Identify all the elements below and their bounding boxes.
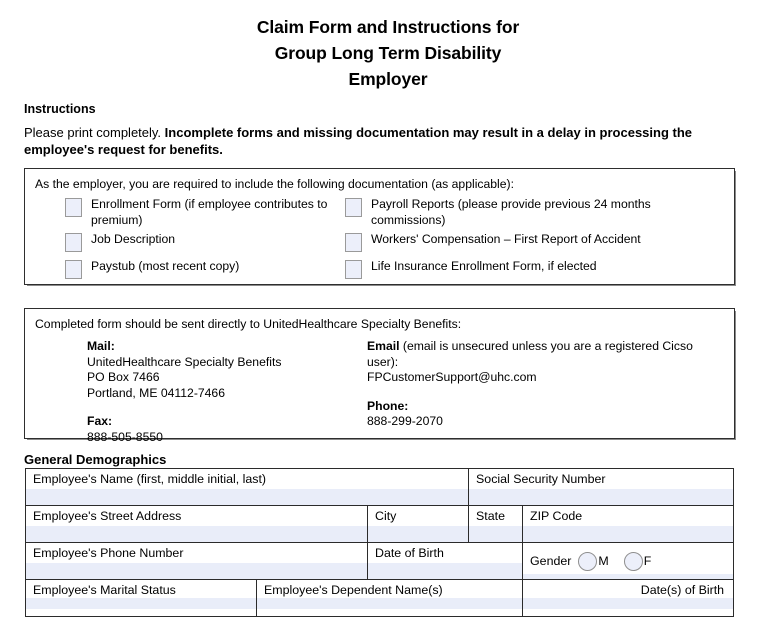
fax-label: Fax: [87,414,113,429]
table-row [26,580,734,617]
gender-option-male-label: M [598,554,609,568]
field-dependent-names[interactable] [257,580,523,617]
field-zip-code[interactable] [523,506,734,543]
field-input-area[interactable] [26,526,367,542]
field-date-of-birth[interactable] [368,543,523,580]
documentation-checklist-box [24,168,735,285]
field-label: Employee's Dependent Name(s) [264,583,443,597]
field-phone-number[interactable] [26,543,368,580]
checklist-item-label: Paystub (most recent copy) [91,259,240,273]
field-label: Employee's Phone Number [33,546,184,560]
checklist-item-label: Life Insurance Enrollment Form, if elected [371,259,597,273]
field-input-area[interactable] [26,598,256,609]
instructions-normal-text: Please print completely. [24,125,165,140]
field-input-area[interactable] [368,526,468,542]
field-input-area[interactable] [469,526,522,542]
field-social-security-number[interactable] [469,469,734,506]
title-line-2: Group Long Term Disability [274,43,502,63]
checkbox-icon[interactable] [65,260,82,279]
checkbox-icon[interactable] [345,260,362,279]
checkbox-icon[interactable] [345,233,362,252]
documentation-lead-text: As the employer, you are required to include the following documentation (as applicable): [35,177,514,191]
field-input-area[interactable] [26,489,468,505]
instructions-bold-text: Incomplete forms and missing documentation may result in a delay in processing the employee's request for benefits. [24,125,693,157]
field-label: State [476,509,505,523]
checkbox-icon[interactable] [65,233,82,252]
radio-female-icon[interactable] [624,552,643,571]
documentation-right-column [345,196,725,285]
field-label: City [375,509,397,523]
email-line [367,339,727,370]
email-value[interactable]: FPCustomerSupport@uhc.com [367,370,537,385]
checklist-item-payroll-reports[interactable] [345,196,725,231]
field-gender[interactable] [523,543,734,580]
field-label: Employee's Marital Status [33,583,176,597]
mail-contact-column [87,339,387,446]
field-street-address[interactable] [26,506,368,543]
radio-male-icon[interactable] [578,552,597,571]
checklist-item-label: Enrollment Form (if employee contributes to premium) [91,197,328,227]
checklist-item-label: Workers' Compensation – First Report of Accident [371,232,641,246]
table-row [26,469,734,506]
documentation-left-column [65,196,345,285]
fax-value: 888-505-8550 [87,429,163,444]
email-contact-column [367,339,727,430]
instructions-heading: Instructions [24,102,96,116]
field-label: ZIP Code [530,509,583,523]
field-dependent-dates-of-birth[interactable] [523,580,734,617]
checklist-item-job-description[interactable] [65,231,345,258]
general-demographics-table [25,468,734,617]
field-label: Employee's Street Address [33,509,182,523]
field-state[interactable] [469,506,523,543]
gender-option-female-label: F [643,554,652,568]
checkbox-icon[interactable] [65,198,82,217]
field-employee-name[interactable] [26,469,469,506]
gender-label: Gender [530,554,572,568]
checklist-item-workers-compensation[interactable] [345,231,725,258]
checklist-item-label: Job Description [91,232,175,246]
contact-lead-text: Completed form should be sent directly to UnitedHealthcare Specialty Benefits: [35,317,462,331]
page-title [0,14,768,92]
mail-address-line-3: Portland, ME 04112-7466 [87,385,225,400]
general-demographics-heading: General Demographics [24,452,167,467]
field-marital-status[interactable] [26,580,257,617]
instructions-body [24,124,696,158]
table-row [26,543,734,580]
field-label: Social Security Number [476,472,606,486]
field-label: Employee's Name (first, middle initial, last) [33,472,267,486]
checklist-item-paystub[interactable] [65,258,345,285]
checklist-item-label: Payroll Reports (please provide previous 24 months commissions) [371,197,651,227]
phone-value: 888-299-2070 [367,414,443,429]
submission-contact-box [24,308,735,444]
checkbox-icon[interactable] [345,198,362,217]
field-label: Date of Birth [375,546,444,560]
field-input-area[interactable] [257,598,522,609]
checklist-item-life-insurance[interactable] [345,258,725,285]
field-input-area [523,574,733,579]
phone-label: Phone: [367,398,409,413]
table-row [26,506,734,543]
mail-address-line-2: PO Box 7466 [87,370,160,385]
mail-address-line-1: UnitedHealthcare Specialty Benefits [87,354,282,369]
title-line-3: Employer [348,69,428,89]
field-input-area[interactable] [469,489,733,505]
field-input-area[interactable] [523,598,733,609]
field-input-area[interactable] [368,563,522,579]
email-label: Email [367,339,400,353]
field-input-area[interactable] [523,526,733,542]
mail-label: Mail: [87,339,115,353]
checklist-item-enrollment-form[interactable] [65,196,345,231]
field-input-area[interactable] [26,563,367,579]
email-note: (email is unsecured unless you are a registered Cicso user): [367,339,693,369]
field-city[interactable] [368,506,469,543]
title-line-1: Claim Form and Instructions for [256,17,520,37]
field-label: Date(s) of Birth [640,583,725,597]
